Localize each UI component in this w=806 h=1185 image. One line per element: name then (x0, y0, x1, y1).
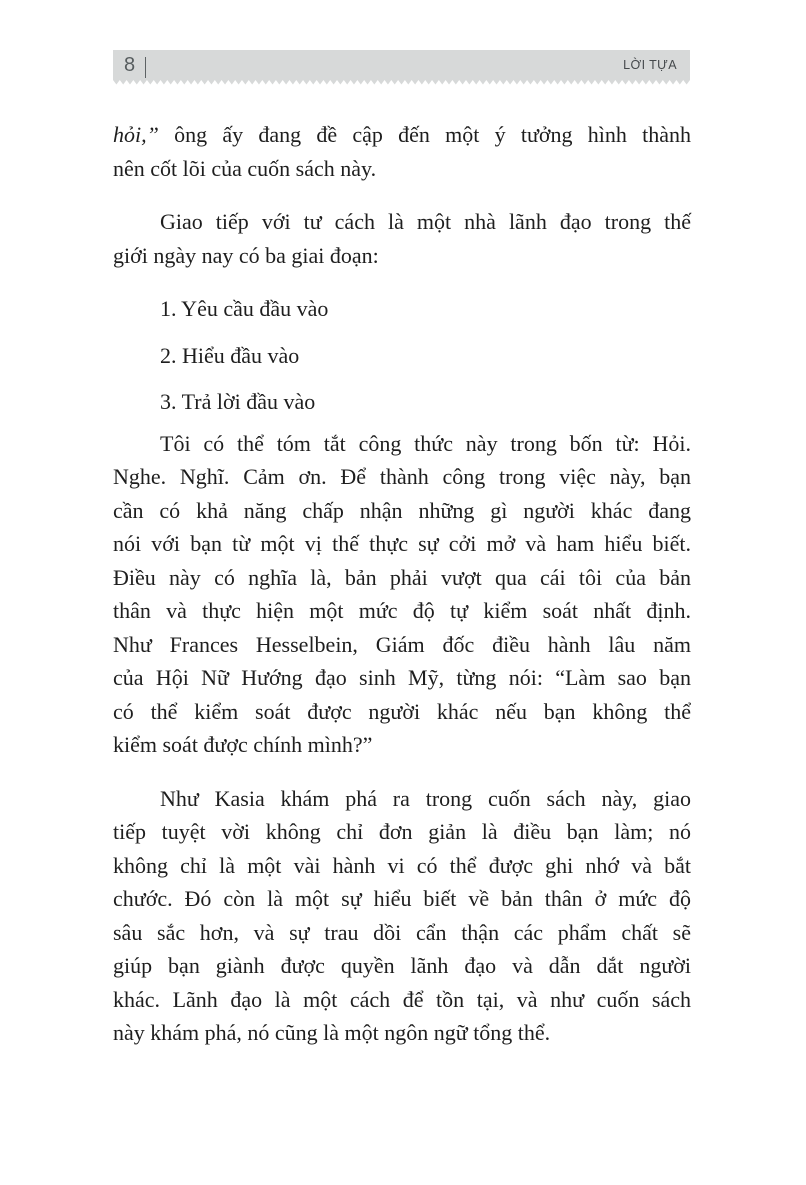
text-line: tiếp tuyệt vời không chỉ đơn giản là điều bạn làm; nó (113, 819, 691, 844)
running-header (113, 50, 690, 80)
italic-lead: hỏi,” (113, 122, 159, 147)
ordered-list (113, 292, 691, 419)
text-line: này khám phá, nó cũng là một ngôn ngữ tổng thể. (113, 1020, 551, 1045)
text-line: có thể kiểm soát được người khác nếu bạn không thể (113, 698, 691, 724)
paragraph (113, 427, 691, 762)
text-line: Nghe. Nghĩ. Cảm ơn. Để thành công trong việc này, bạn (113, 464, 691, 489)
text-line: Giao tiếp với tư cách là một nhà lãnh đạo trong thế (160, 209, 691, 234)
text-line: Tôi có thể tóm tắt công thức này trong bốn từ: Hỏi. (160, 430, 691, 456)
text-line: cần có khả năng chấp nhận những gì người khác đang (113, 497, 691, 523)
list-item: 3. Trả lời đầu vào (160, 389, 316, 414)
list-item: 1. Yêu cầu đầu vào (160, 296, 329, 321)
header-divider-rule (145, 57, 146, 78)
text-line: giới ngày nay có ba giai đoạn: (113, 242, 379, 268)
header-left (124, 53, 146, 78)
text-line: Điều này có nghĩa là, bản phải vượt qua cái tôi của bản (113, 564, 691, 590)
text-line: hỏi,” ông ấy đang đề cập đến một ý tưởng hình thành (113, 122, 691, 147)
text-line: Như Frances Hesselbein, Giám đốc điều hành lâu năm (113, 631, 691, 657)
page-number: 8 (124, 54, 136, 76)
zigzag-polygon (113, 80, 690, 85)
list-item: 2. Hiểu đầu vào (160, 342, 300, 368)
page-body (113, 118, 691, 1050)
text-line: khác. Lãnh đạo là một cách để tồn tại, và như cuốn sách (113, 986, 691, 1012)
text-line: giúp bạn giành được quyền lãnh đạo và dẫn dắt người (113, 953, 691, 978)
text-line: kiểm soát được chính mình?” (113, 732, 373, 757)
text-line: nên cốt lõi của cuốn sách này. (113, 155, 377, 181)
paragraph (113, 782, 691, 1050)
text-line: chước. Đó còn là một sự hiểu biết về bản thân ở mức độ (113, 886, 691, 911)
paragraph (113, 205, 691, 272)
header-zigzag-edge (113, 80, 690, 85)
text-line: của Hội Nữ Hướng đạo sinh Mỹ, từng nói: “Làm sao bạn (113, 665, 691, 690)
text-line: nói với bạn từ một vị thế thực sự cởi mở và ham hiểu biết. (113, 531, 691, 556)
paragraph (113, 118, 691, 185)
text-line: không chỉ là một vài hành vi có thể được ghi nhớ và bắt (113, 852, 691, 878)
text-line: Như Kasia khám phá ra trong cuốn sách này, giao (160, 785, 691, 811)
section-title: LỜI TỰA (623, 58, 677, 72)
text-line: thân và thực hiện một mức độ tự kiểm soát nhất định. (113, 598, 691, 623)
text-line: sâu sắc hơn, và sự trau dồi cẩn thận các phẩm chất sẽ (113, 919, 691, 945)
